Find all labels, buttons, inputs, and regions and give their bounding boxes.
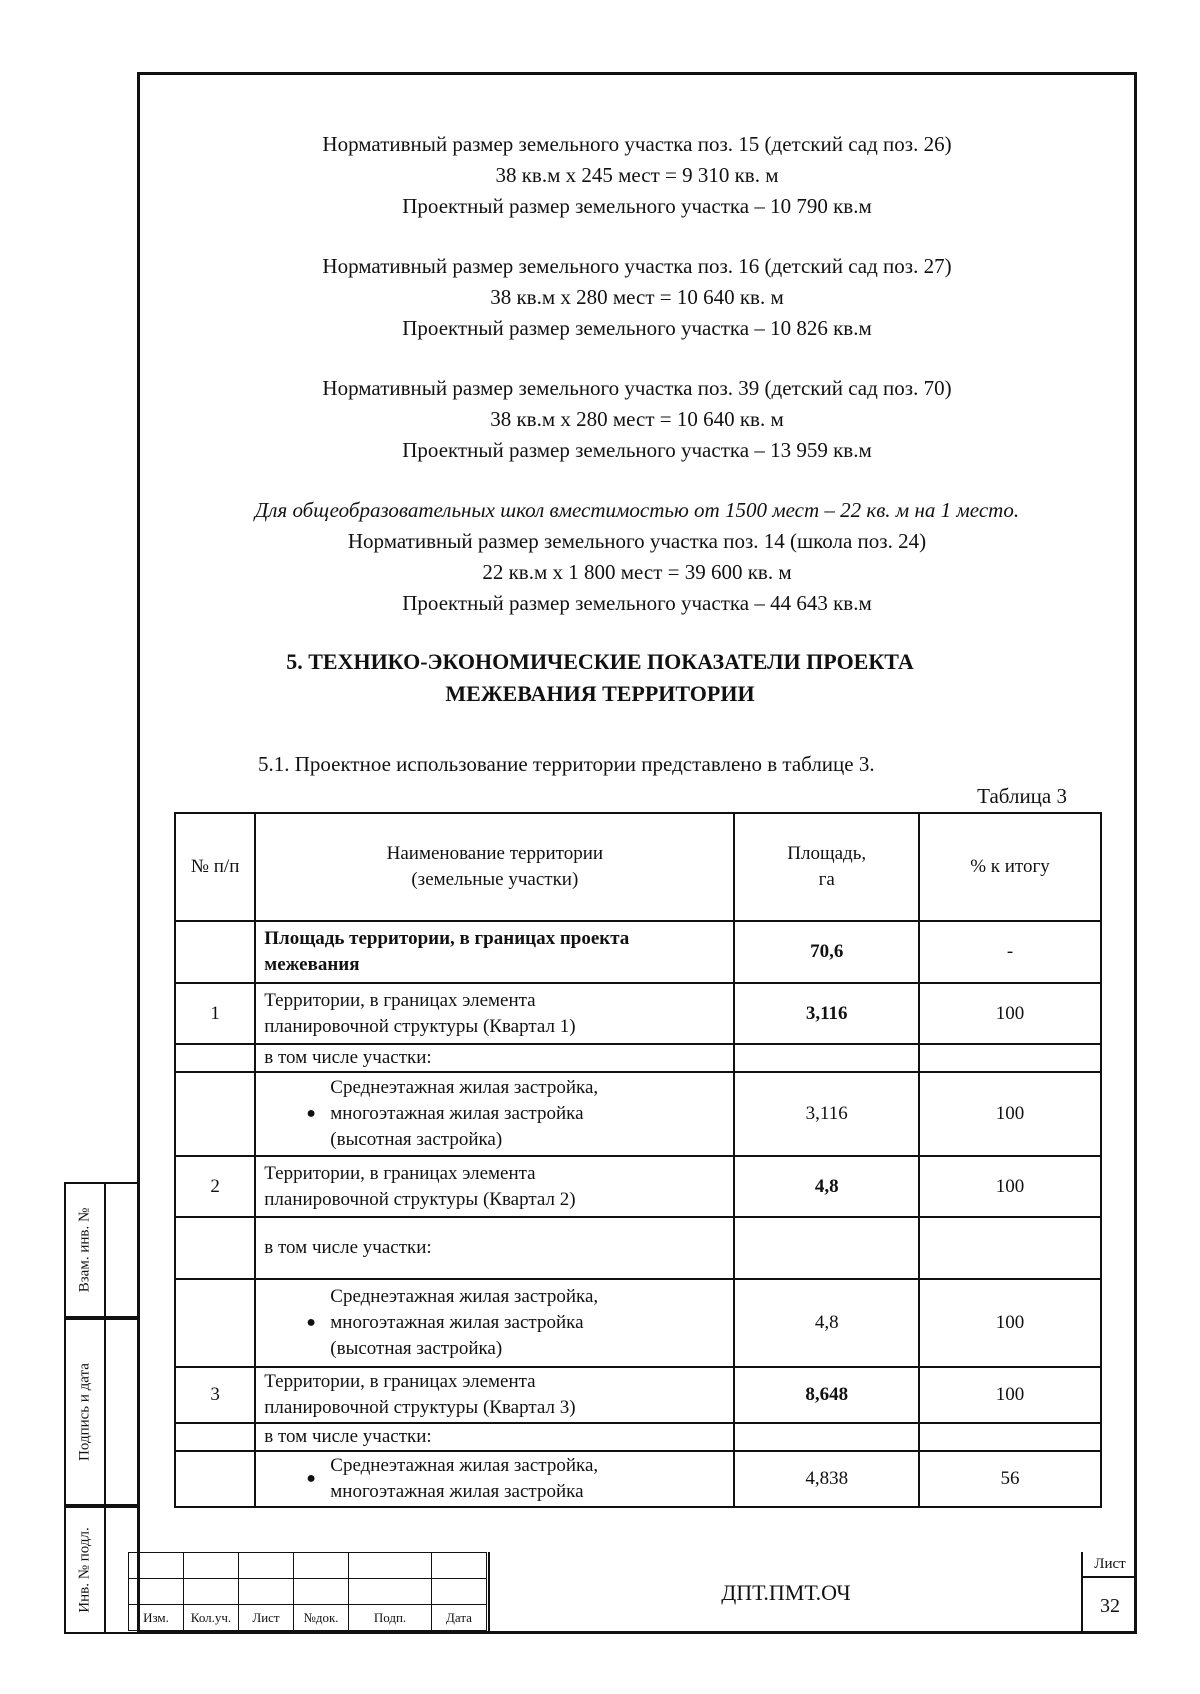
stamp-inv (64, 1506, 137, 1634)
stamp-label: Подпись и дата (76, 1363, 93, 1461)
header-area (734, 813, 919, 921)
cell-pct: 100 (919, 1367, 1101, 1423)
section-title (0, 646, 1200, 710)
cell-line: Среднеэтажная жилая застройка, (330, 1077, 599, 1098)
rev-col-label: Лист (239, 1605, 294, 1631)
cell-line: Территории, в границах элемента (264, 1162, 536, 1184)
table-header-row (175, 813, 1101, 921)
cell-name (255, 921, 734, 983)
cell-num: 3 (175, 1367, 255, 1423)
cell-area: 70,6 (734, 921, 919, 983)
document-code: ДПТ.ПМТ.ОЧ (488, 1552, 1082, 1634)
cell-line: многоэтажная жилая застройка (330, 1312, 584, 1333)
header-area-line: га (818, 869, 835, 890)
rev-col-label: Дата (432, 1605, 487, 1631)
cell-line: (высотная застройка) (330, 1338, 503, 1359)
cell-name (255, 983, 734, 1044)
item-text (302, 1075, 725, 1153)
cell-pct (919, 1217, 1101, 1279)
stamp-label-box (66, 1184, 106, 1316)
table-row-quarter (175, 1367, 1101, 1423)
cell-num (175, 1423, 255, 1451)
cell-line: планировочной структуры (Квартал 1) (264, 1015, 576, 1037)
cell-pct: 100 (919, 1072, 1101, 1156)
cell-line: Среднеэтажная жилая застройка, (330, 1286, 599, 1307)
section-title-line: МЕЖЕВАНИЯ ТЕРРИТОРИИ (445, 681, 755, 706)
cell-line: Территории, в границах элемента (264, 989, 536, 1011)
stamp-label: Инв. № подл. (76, 1527, 93, 1613)
table-row-incl (175, 1217, 1101, 1279)
cell-name (255, 1072, 734, 1156)
rev-col-label: Подп. (349, 1605, 432, 1631)
text-block-kindergarten-39 (140, 373, 1134, 466)
section-intro: 5.1. Проектное использование территории представлено в таблице 3. (258, 752, 875, 776)
text-block-kindergarten-15 (140, 129, 1134, 222)
sheet-box (1081, 1552, 1137, 1634)
cell-line: межевания (264, 954, 360, 975)
title-block (128, 1552, 1137, 1634)
bullet-icon: ● (306, 1314, 316, 1331)
header-num: № п/п (175, 813, 255, 921)
rev-col-label: Кол.уч. (184, 1605, 239, 1631)
cell-area: 3,116 (734, 1072, 919, 1156)
text-line: Проектный размер земельного участка – 44 643 кв.м (402, 591, 872, 615)
cell-num: 1 (175, 983, 255, 1044)
school-norm-note: Для общеобразовательных школ вместимостью от 1500 мест – 22 кв. м на 1 место. (254, 498, 1020, 522)
text-line: 22 кв.м х 1 800 мест = 39 600 кв. м (482, 560, 792, 584)
cell-area: 4,8 (734, 1156, 919, 1217)
cell-pct (919, 1423, 1101, 1451)
text-line: Проектный размер земельного участка – 10 826 кв.м (402, 316, 872, 340)
cell-num (175, 1072, 255, 1156)
cell-area (734, 1217, 919, 1279)
cell-name (255, 1367, 734, 1423)
cell-num (175, 1451, 255, 1507)
cell-area (734, 1423, 919, 1451)
text-line: Нормативный размер земельного участка поз. 16 (детский сад поз. 27) (322, 254, 952, 278)
cell-area (734, 1044, 919, 1072)
header-name (255, 813, 734, 921)
cell-area: 4,838 (734, 1451, 919, 1507)
item-text (302, 1284, 725, 1362)
land-use-table (174, 812, 1102, 1508)
text-line: Проектный размер земельного участка – 13 959 кв.м (402, 438, 872, 462)
header-name-line: Наименование территории (386, 843, 604, 864)
table-row-incl (175, 1044, 1101, 1072)
item-text (302, 1453, 725, 1505)
cell-area: 4,8 (734, 1279, 919, 1367)
table-row-quarter (175, 1156, 1101, 1217)
bullet-icon: ● (306, 1470, 316, 1487)
cell-line: (высотная застройка) (330, 1129, 503, 1150)
cell-num (175, 921, 255, 983)
text-line: 38 кв.м х 245 мест = 9 310 кв. м (495, 163, 779, 187)
cell-line: Среднеэтажная жилая застройка, (330, 1455, 599, 1476)
text-line: 38 кв.м х 280 мест = 10 640 кв. м (490, 285, 784, 309)
cell-name (255, 1156, 734, 1217)
stamp-label-box (66, 1320, 106, 1504)
cell-num (175, 1217, 255, 1279)
cell-name: в том числе участки: (255, 1044, 734, 1072)
cell-line: Площадь территории, в границах проекта (264, 928, 630, 949)
cell-num: 2 (175, 1156, 255, 1217)
cell-line: многоэтажная жилая застройка (330, 1103, 584, 1124)
cell-pct: 100 (919, 1279, 1101, 1367)
stamp-label: Взам. инв. № (76, 1207, 93, 1293)
header-area-line: Площадь, (787, 843, 867, 864)
cell-pct: 100 (919, 1156, 1101, 1217)
text-line: Проектный размер земельного участка – 10 790 кв.м (402, 194, 872, 218)
cell-num (175, 1044, 255, 1072)
cell-name (255, 1279, 734, 1367)
text-line: Нормативный размер земельного участка поз. 39 (детский сад поз. 70) (322, 376, 952, 400)
cell-area: 8,648 (734, 1367, 919, 1423)
text-line: Нормативный размер земельного участка поз. 14 (школа поз. 24) (347, 529, 927, 553)
cell-name: в том числе участки: (255, 1217, 734, 1279)
sheet-label: Лист (1083, 1552, 1137, 1578)
cell-line: многоэтажная жилая застройка (330, 1481, 584, 1502)
cell-line: планировочной структуры (Квартал 2) (264, 1188, 576, 1210)
rev-col-label: №док. (294, 1605, 349, 1631)
stamp-label-box (66, 1508, 106, 1632)
revision-grid (128, 1552, 487, 1631)
cell-area: 3,116 (734, 983, 919, 1044)
stamp-podpis (64, 1318, 137, 1506)
sheet-number: 32 (1100, 1595, 1120, 1617)
bullet-icon: ● (306, 1105, 316, 1122)
cell-pct: - (919, 921, 1101, 983)
cell-pct (919, 1044, 1101, 1072)
cell-num (175, 1279, 255, 1367)
section-title-line: 5. ТЕХНИКО-ЭКОНОМИЧЕСКИЕ ПОКАЗАТЕЛИ ПРОЕКТА (286, 649, 914, 674)
text-line: 38 кв.м х 280 мест = 10 640 кв. м (490, 407, 784, 431)
cell-line: Территории, в границах элемента (264, 1371, 536, 1392)
cell-pct: 100 (919, 983, 1101, 1044)
table-row-item (175, 1451, 1101, 1507)
table-row-incl (175, 1423, 1101, 1451)
text-block-kindergarten-16 (140, 251, 1134, 344)
table-row-item (175, 1072, 1101, 1156)
table-row-item (175, 1279, 1101, 1367)
text-block-school (140, 495, 1134, 619)
cell-name: в том числе участки: (255, 1423, 734, 1451)
stamp-vzam (64, 1182, 137, 1318)
text-line: Нормативный размер земельного участка поз. 15 (детский сад поз. 26) (322, 132, 952, 156)
table-row-quarter (175, 983, 1101, 1044)
cell-name (255, 1451, 734, 1507)
rev-col-label: Изм. (129, 1605, 184, 1631)
table-caption: Таблица 3 (977, 784, 1067, 808)
header-pct: % к итогу (919, 813, 1101, 921)
header-name-line: (земельные участки) (411, 869, 579, 890)
cell-pct: 56 (919, 1451, 1101, 1507)
table-row-total (175, 921, 1101, 983)
cell-line: планировочной структуры (Квартал 3) (264, 1397, 576, 1418)
